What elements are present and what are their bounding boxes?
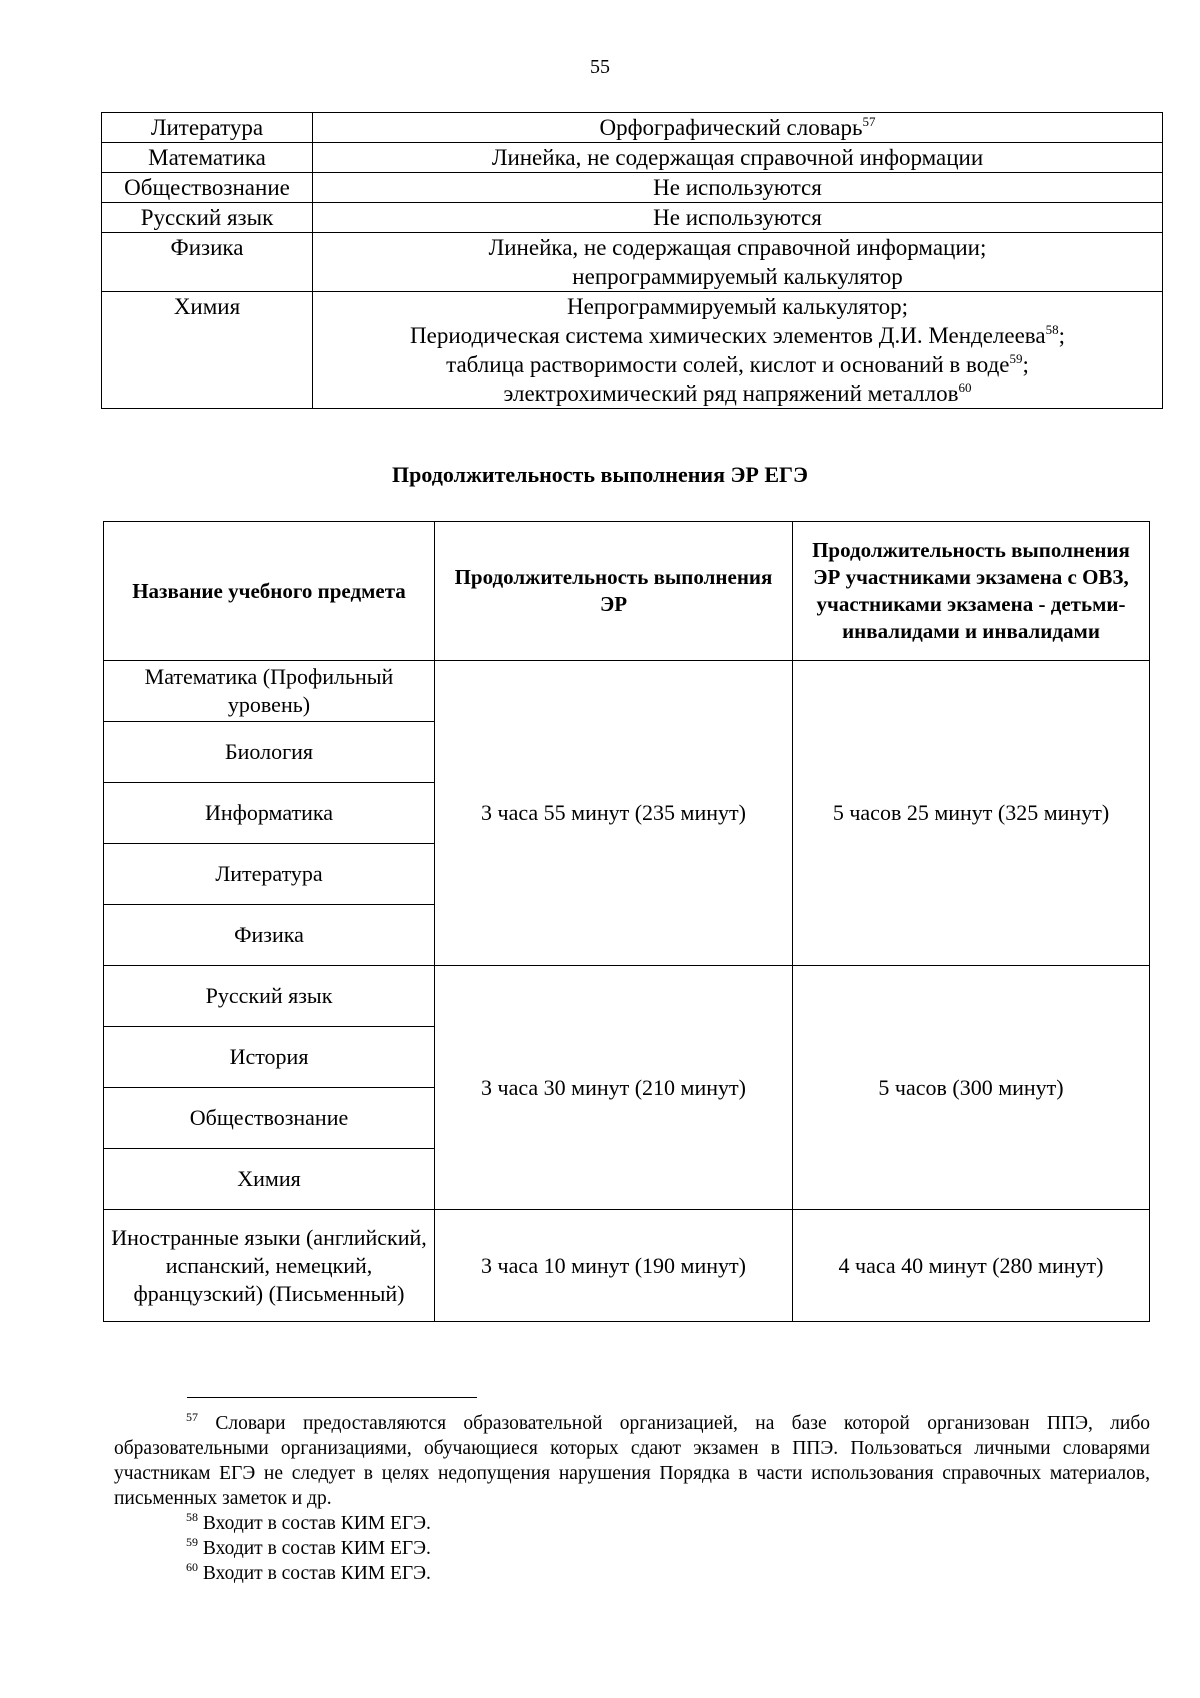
aids-text: таблица растворимости солей, кислот и оснований в воде [446, 352, 1010, 377]
footnote-number: 60 [186, 1560, 198, 1574]
subject-cell: Физика [102, 233, 313, 292]
table-row [104, 661, 1150, 722]
section-title: Продолжительность выполнения ЭР ЕГЭ [392, 462, 808, 487]
header-subject: Название учебного предмета [104, 522, 435, 661]
table-row [102, 113, 1163, 143]
table-row [102, 292, 1163, 409]
table-row [104, 966, 1150, 1027]
duration-cell: 3 часа 30 минут (210 минут) [435, 966, 793, 1210]
aids-cell [313, 143, 1163, 173]
footnote-number: 57 [186, 1410, 198, 1424]
subject-cell: Литература [102, 113, 313, 143]
aids-line [319, 379, 1156, 408]
duration-cell: 3 часа 55 минут (235 минут) [435, 661, 793, 966]
aids-line [319, 113, 1156, 142]
footnotes [114, 1411, 1150, 1586]
footnote-ref: 59 [1009, 351, 1023, 366]
subject-cell: Информатика [104, 783, 435, 844]
footnote-text: Входит в состав КИМ ЕГЭ. [202, 1563, 431, 1584]
table-row [104, 1210, 1150, 1322]
aids-punct: ; [1058, 323, 1065, 348]
aids-cell [313, 113, 1163, 143]
table-header-row [104, 522, 1150, 661]
table-row [102, 173, 1163, 203]
exam-duration-table [103, 521, 1150, 1322]
aids-cell [313, 292, 1163, 409]
aids-line [319, 233, 1156, 262]
subject-cell: Иностранные языки (английский, испанский, немецкий, французский) (Письменный) [104, 1210, 435, 1322]
footnote-text: Словари предоставляются образовательной организацией, на базе которой организован ППЭ, либо образовательными организациями, обучающиеся которых сдают экзамен в ППЭ. Пользоваться личными словарями участникам ЕГЭ не следует в целях недопущения нарушения Порядка в части использования справочных материалов, письменных заметок и др. [114, 1413, 1151, 1509]
subject-cell: История [104, 1027, 435, 1088]
footnote [114, 1561, 1150, 1586]
footnote-text: Входит в состав КИМ ЕГЭ. [202, 1538, 431, 1559]
aids-text: Непрограммируемый калькулятор; [566, 294, 909, 319]
duration-ovz-cell: 4 часа 40 минут (280 минут) [793, 1210, 1150, 1322]
aids-line [319, 292, 1156, 321]
footnote-ref: 58 [1045, 322, 1059, 337]
footnote-ref: 60 [958, 380, 972, 395]
aids-cell [313, 203, 1163, 233]
duration-ovz-cell: 5 часов 25 минут (325 минут) [793, 661, 1150, 966]
aids-line [319, 143, 1156, 172]
aids-line [319, 321, 1156, 350]
footnote [114, 1536, 1150, 1561]
footnote-ref: 57 [862, 114, 876, 129]
footnote [114, 1411, 1150, 1511]
duration-cell: 3 часа 10 минут (190 минут) [435, 1210, 793, 1322]
subject-cell: Химия [104, 1149, 435, 1210]
aids-punct: ; [1022, 352, 1029, 377]
subject-cell: Математика [102, 143, 313, 173]
aids-text: Не используются [653, 175, 822, 200]
subject-cell: Русский язык [102, 203, 313, 233]
subject-cell: Биология [104, 722, 435, 783]
subject-cell: Обществознание [104, 1088, 435, 1149]
duration-ovz-cell: 5 часов (300 минут) [793, 966, 1150, 1210]
table-row [102, 233, 1163, 292]
exam-aids-table [101, 112, 1163, 409]
subject-cell: Литература [104, 844, 435, 905]
aids-line [319, 350, 1156, 379]
subject-cell: Русский язык [104, 966, 435, 1027]
footnote-divider [187, 1397, 477, 1398]
header-duration: Продолжительность выполнения ЭР [435, 522, 793, 661]
aids-text: Орфографический словарь [599, 115, 863, 140]
footnote-number: 58 [186, 1510, 198, 1524]
footnote-text: Входит в состав КИМ ЕГЭ. [202, 1513, 431, 1534]
table-row [102, 203, 1163, 233]
aids-line [319, 262, 1156, 291]
header-duration-ovz: Продолжительность выполнения ЭР участниками экзамена с ОВЗ, участниками экзамена - детьми-инвалидами и инвалидами [793, 522, 1150, 661]
table-row [102, 143, 1163, 173]
aids-text: Линейка, не содержащая справочной информации; [488, 235, 987, 260]
subject-cell: Химия [102, 292, 313, 409]
subject-cell: Обществознание [102, 173, 313, 203]
aids-cell [313, 173, 1163, 203]
aids-text: Периодическая система химических элементов Д.И. Менделеева [410, 323, 1046, 348]
footnote [114, 1511, 1150, 1536]
subject-cell: Физика [104, 905, 435, 966]
aids-text: Линейка, не содержащая справочной информации [491, 145, 984, 170]
aids-text: непрограммируемый калькулятор [572, 264, 903, 289]
aids-line [319, 203, 1156, 232]
aids-cell [313, 233, 1163, 292]
aids-line [319, 173, 1156, 202]
footnote-number: 59 [186, 1535, 198, 1549]
page-number: 55 [590, 56, 610, 78]
aids-text: Не используются [653, 205, 822, 230]
subject-cell: Математика (Профильный уровень) [104, 661, 435, 722]
aids-text: электрохимический ряд напряжений металлов [503, 381, 959, 406]
